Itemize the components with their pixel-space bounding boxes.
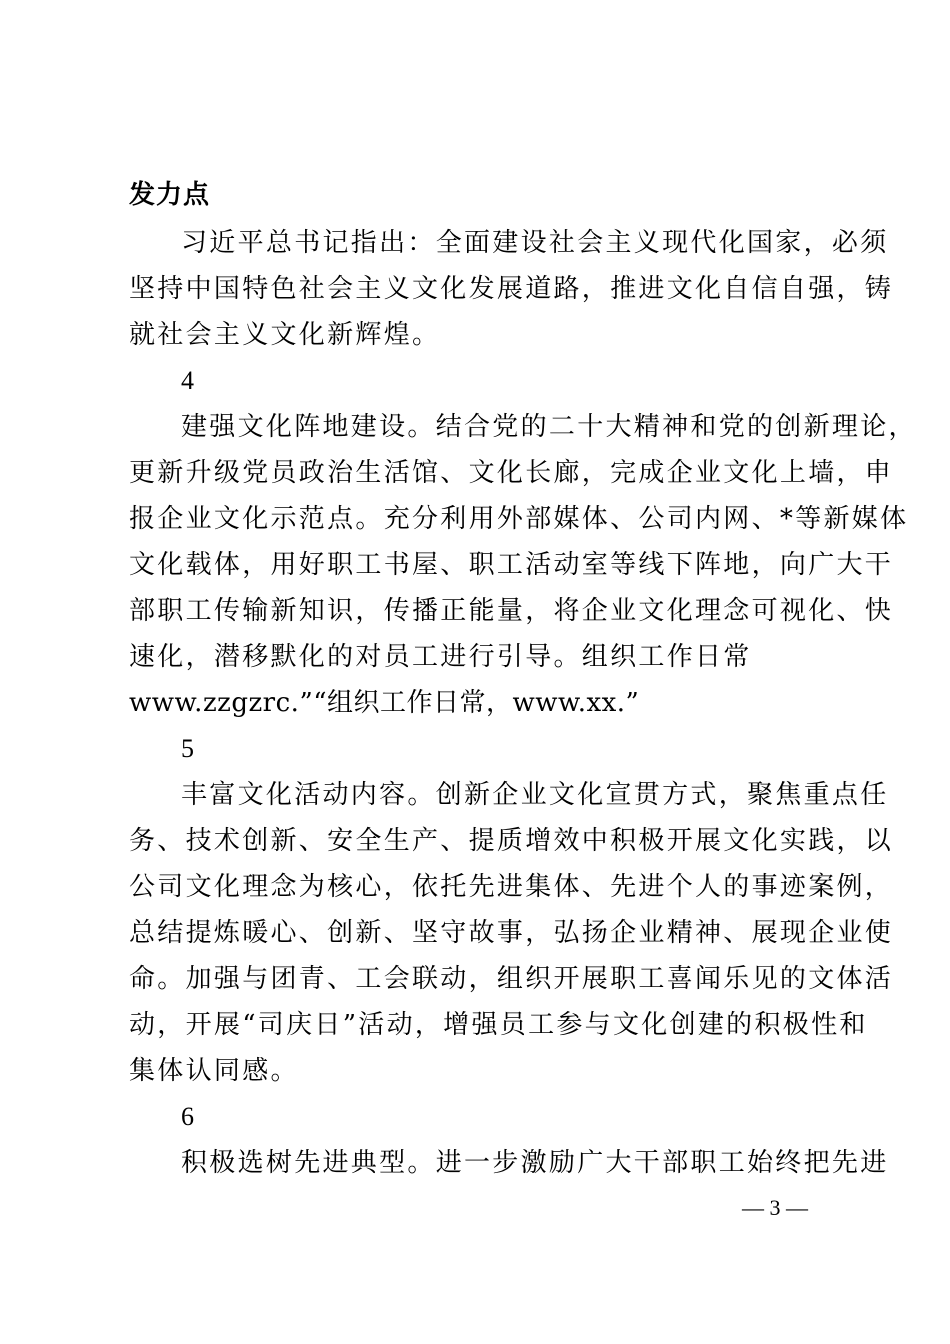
section-4-line-6: 速化，潜移默化的对员工进行引导。组织工作日常 (129, 642, 752, 672)
section-4-line-2: 更新升级党员政治生活馆、文化长廊，完成企业文化上墙，申 (129, 458, 894, 488)
section-number-6: 6 (181, 1102, 194, 1131)
section-number-5: 5 (181, 734, 194, 763)
section-5-line-1: 丰富文化活动内容。创新企业文化宣贯方式，聚焦重点任 (181, 780, 889, 810)
section-5-line-7: 集体认同感。 (129, 1056, 299, 1086)
section-4-line-5: 部职工传输新知识，传播正能量，将企业文化理念可视化、快 (129, 596, 894, 626)
page-number: — 3 — (742, 1195, 808, 1220)
section-6-line-1: 积极选树先进典型。进一步激励广大干部职工始终把先进 (181, 1148, 889, 1178)
section-4-line-7: www.zzgzrc.”“组织工作日常，www.xx.” (129, 688, 640, 718)
section-5-line-2: 务、技术创新、安全生产、提质增效中积极开展文化实践，以 (129, 826, 894, 856)
intro-line-2: 坚持中国特色社会主义文化发展道路，推进文化自信自强，铸 (129, 274, 894, 304)
intro-line-1: 习近平总书记指出：全面建设社会主义现代化国家，必须 (181, 228, 889, 258)
section-5-line-4: 总结提炼暖心、创新、坚守故事，弘扬企业精神、展现企业使 (129, 918, 894, 948)
section-4-line-1: 建强文化阵地建设。结合党的二十大精神和党的创新理论， (181, 412, 917, 442)
section-5-line-3: 公司文化理念为核心，依托先进集体、先进个人的事迹案例， (129, 872, 894, 902)
section-4-line-3: 报企业文化示范点。充分利用外部媒体、公司内网、*等新媒体 (129, 504, 909, 534)
section-4-line-4: 文化载体，用好职工书屋、职工活动室等线下阵地，向广大干 (129, 550, 894, 580)
section-number-4: 4 (181, 366, 194, 395)
section-5-line-5: 命。加强与团青、工会联动，组织开展职工喜闻乐见的文体活 (129, 964, 894, 994)
section-5-line-6: 动，开展“司庆日”活动，增强员工参与文化创建的积极性和 (129, 1010, 868, 1040)
section-heading: 发力点 (129, 180, 211, 210)
intro-line-3: 就社会主义文化新辉煌。 (129, 320, 441, 350)
